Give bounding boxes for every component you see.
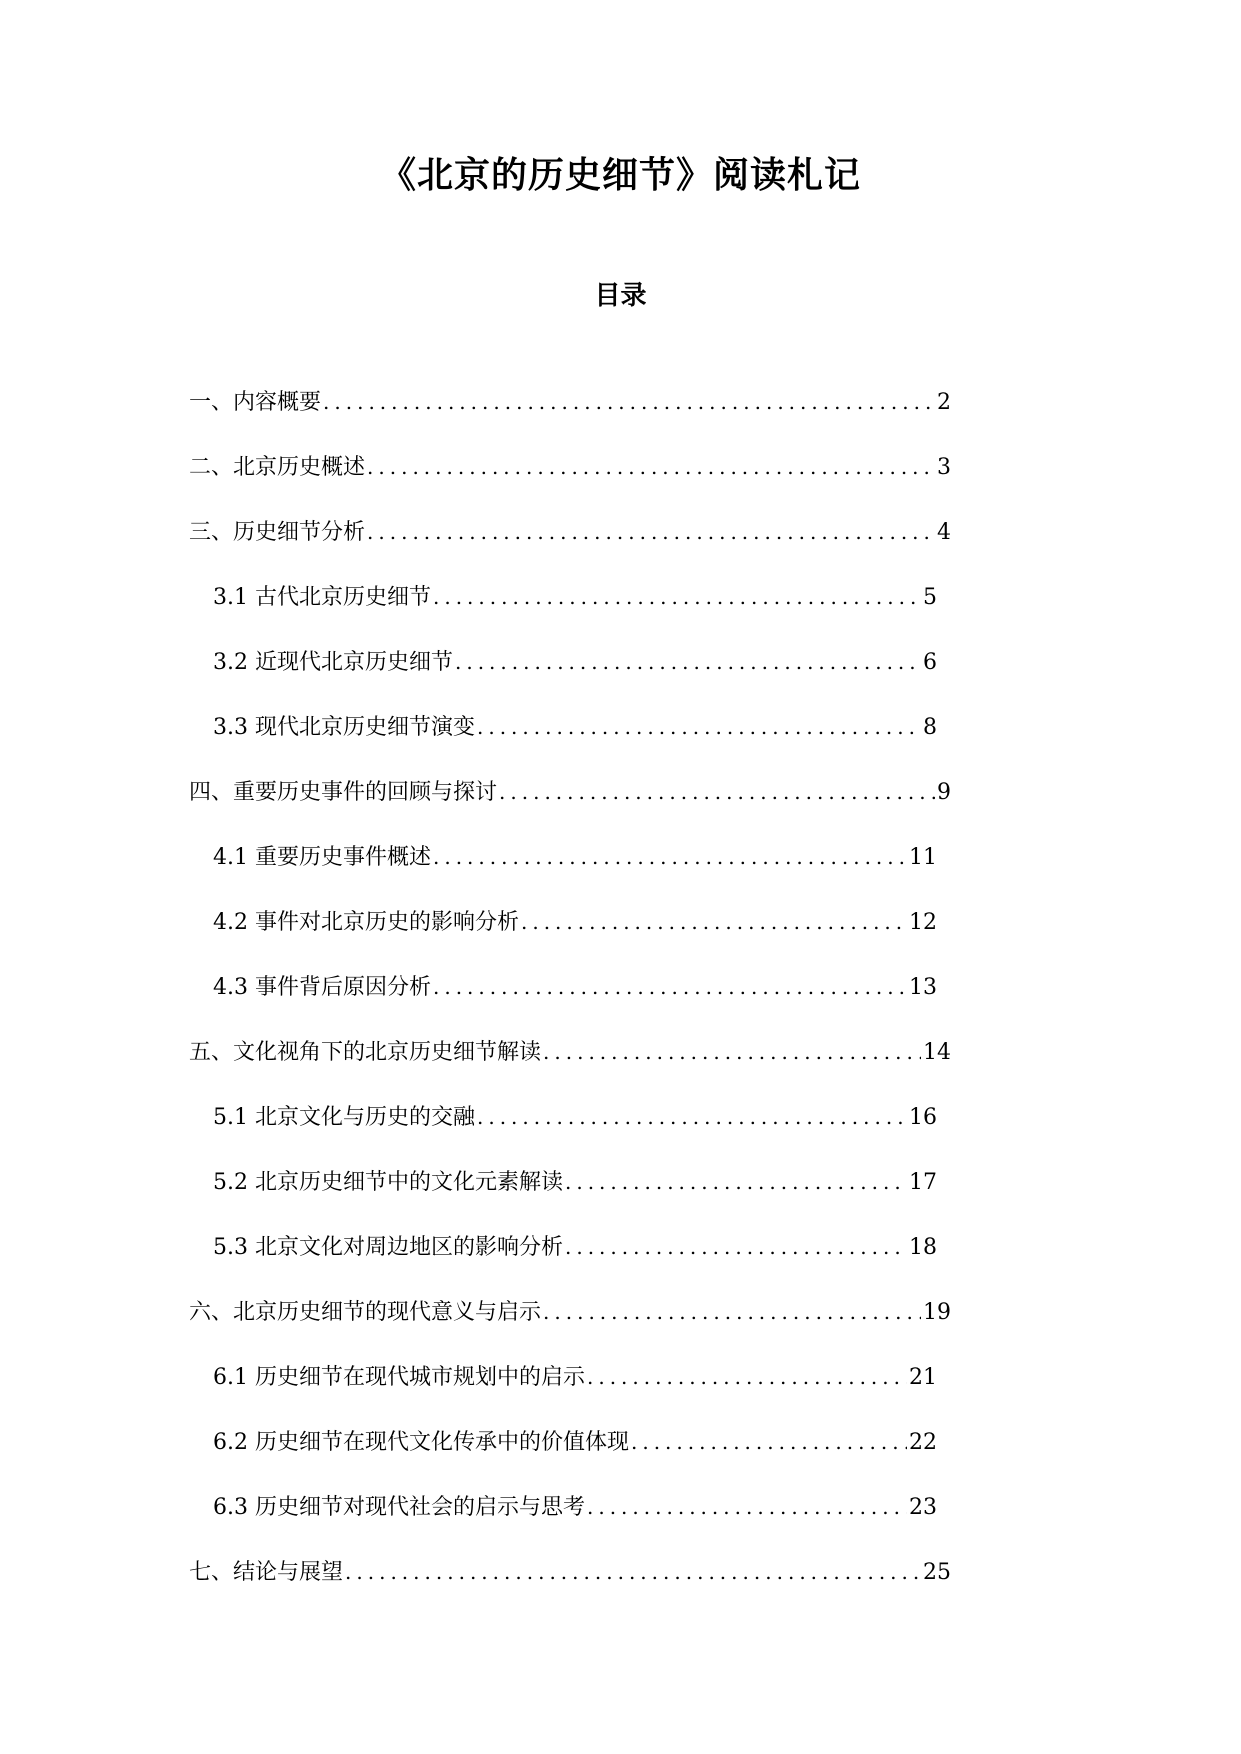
toc-heading: 目录 — [594, 281, 647, 311]
toc-entry[interactable] — [189, 451, 951, 483]
toc-entry[interactable] — [189, 776, 951, 808]
toc-entry-page: 8 — [923, 715, 937, 740]
toc-entry-page: 12 — [909, 910, 937, 935]
toc-leader-dots — [323, 386, 935, 418]
toc-leader-dots — [499, 776, 935, 808]
toc-entry-label: 一、内容概要 — [189, 390, 322, 415]
toc-entry-label: 5.1 北京文化与历史的交融 — [213, 1105, 475, 1130]
toc-entry-label: 5.2 北京历史细节中的文化元素解读 — [213, 1170, 563, 1195]
toc-entry-page: 4 — [937, 520, 951, 545]
toc-entry-page: 16 — [909, 1105, 937, 1130]
toc-entry-page: 25 — [923, 1560, 951, 1585]
toc-entry-page: 2 — [937, 390, 951, 415]
toc-entry[interactable] — [213, 1101, 937, 1133]
document-title: 《北京的历史细节》阅读札记 — [379, 154, 861, 196]
toc-entry-label: 3.1 古代北京历史细节 — [213, 585, 431, 610]
toc-entry-label: 3.3 现代北京历史细节演变 — [213, 715, 475, 740]
toc-entry-label: 4.1 重要历史事件概述 — [213, 845, 431, 870]
toc-leader-dots — [521, 906, 907, 938]
toc-entry[interactable] — [213, 1491, 937, 1523]
toc-leader-dots — [455, 646, 921, 678]
toc-entry-label: 6.2 历史细节在现代文化传承中的价值体现 — [213, 1430, 629, 1455]
toc-entry-label: 6.1 历史细节在现代城市规划中的启示 — [213, 1365, 585, 1390]
toc-leader-dots — [477, 711, 921, 743]
toc-leader-dots — [433, 581, 921, 613]
toc-entry-page: 23 — [909, 1495, 937, 1520]
toc-entry[interactable] — [189, 386, 951, 418]
toc-leader-dots — [367, 516, 935, 548]
toc-entry-page: 22 — [909, 1430, 937, 1455]
toc-leader-dots — [433, 841, 907, 873]
toc-entry[interactable] — [213, 906, 937, 938]
toc-entry[interactable] — [213, 646, 937, 678]
toc-leader-dots — [565, 1166, 907, 1198]
toc-entry-page: 11 — [909, 845, 937, 870]
toc-entry[interactable] — [213, 711, 937, 743]
toc-leader-dots — [587, 1361, 907, 1393]
toc-leader-dots — [345, 1556, 921, 1588]
toc-entry-label: 二、北京历史概述 — [189, 455, 366, 480]
toc-entry[interactable] — [189, 1556, 951, 1588]
toc-leader-dots — [631, 1426, 907, 1458]
toc-entry-page: 14 — [923, 1040, 951, 1065]
toc-leader-dots — [587, 1491, 907, 1523]
toc-leader-dots — [543, 1036, 921, 1068]
toc-entry[interactable] — [213, 1231, 937, 1263]
toc-entry-label: 3.2 近现代北京历史细节 — [213, 650, 453, 675]
toc-entry[interactable] — [213, 581, 937, 613]
toc-entry-label: 七、结论与展望 — [189, 1560, 344, 1585]
toc-leader-dots — [433, 971, 907, 1003]
toc-entry-page: 6 — [923, 650, 937, 675]
toc-entry[interactable] — [189, 1036, 951, 1068]
toc-entry[interactable] — [189, 1296, 951, 1328]
toc-entry-label: 六、北京历史细节的现代意义与启示 — [189, 1300, 542, 1325]
toc-entry[interactable] — [213, 1426, 937, 1458]
toc-entry-page: 18 — [909, 1235, 937, 1260]
toc-entry-page: 9 — [937, 780, 951, 805]
toc-entry[interactable] — [213, 1361, 937, 1393]
toc-entry-label: 4.3 事件背后原因分析 — [213, 975, 431, 1000]
toc-entry-page: 13 — [909, 975, 937, 1000]
toc-entry[interactable] — [189, 516, 951, 548]
toc-entry[interactable] — [213, 1166, 937, 1198]
toc-entry-label: 四、重要历史事件的回顾与探讨 — [189, 780, 498, 805]
toc-entry-page: 19 — [923, 1300, 951, 1325]
toc-entry-label: 4.2 事件对北京历史的影响分析 — [213, 910, 519, 935]
toc-entry-page: 17 — [909, 1170, 937, 1195]
toc-entry-label: 5.3 北京文化对周边地区的影响分析 — [213, 1235, 563, 1260]
toc-leader-dots — [477, 1101, 907, 1133]
toc-entry[interactable] — [213, 841, 937, 873]
toc-entry-label: 五、文化视角下的北京历史细节解读 — [189, 1040, 542, 1065]
toc-entry-label: 三、历史细节分析 — [189, 520, 366, 545]
toc-leader-dots — [565, 1231, 907, 1263]
toc-entry-page: 3 — [937, 455, 951, 480]
toc-entry-page: 5 — [923, 585, 937, 610]
toc-entry[interactable] — [213, 971, 937, 1003]
toc-leader-dots — [367, 451, 935, 483]
toc-entry-label: 6.3 历史细节对现代社会的启示与思考 — [213, 1495, 585, 1520]
toc-leader-dots — [543, 1296, 921, 1328]
toc-entry-page: 21 — [909, 1365, 937, 1390]
